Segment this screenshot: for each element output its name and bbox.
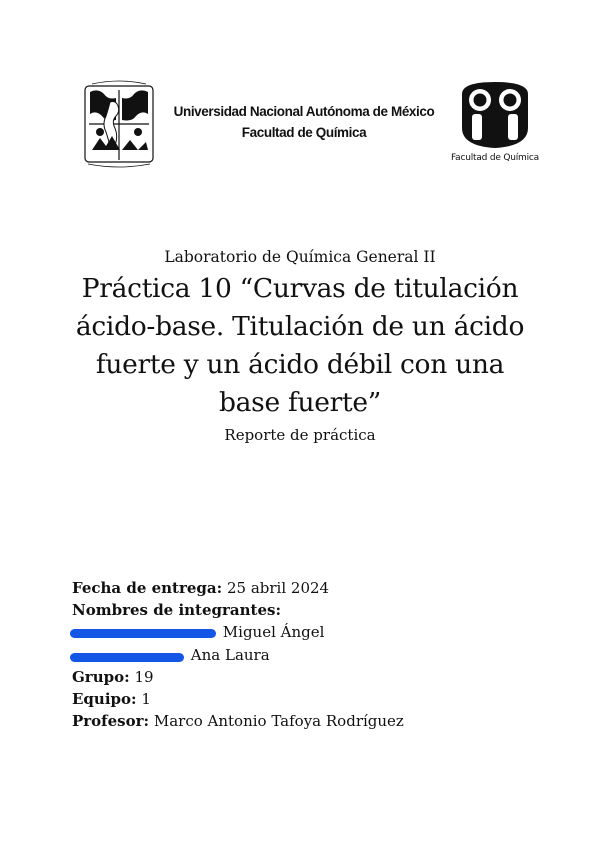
- delivery-date-value: 25 abril 2024: [226, 579, 330, 597]
- delivery-date-row: [72, 577, 532, 599]
- member-given-names: Ana Laura: [190, 645, 270, 664]
- unam-crest-icon: [80, 80, 158, 168]
- report-type: Reporte de práctica: [224, 426, 376, 444]
- members-label: Nombres de integrantes:: [72, 601, 281, 620]
- member-row: [72, 644, 532, 666]
- team-label: Equipo:: [72, 690, 137, 709]
- team-row: [72, 688, 532, 710]
- member-row: [72, 621, 532, 643]
- logo-caption: Facultad de Química: [451, 153, 539, 163]
- lab-name: Laboratorio de Química General II: [164, 248, 436, 266]
- member-given-names: Miguel Ángel: [222, 623, 325, 642]
- group-label: Grupo:: [72, 667, 130, 686]
- group-value: 19: [134, 667, 154, 686]
- members-heading: [72, 599, 532, 621]
- faculty-name: Facultad de Química: [241, 125, 367, 140]
- professor-value: Marco Antonio Tafoya Rodríguez: [153, 712, 404, 731]
- university-name: Universidad Nacional Autónoma de México: [173, 104, 435, 119]
- practice-title: Práctica 10 “Curvas de titulación ácido-base. Titulación de un ácido fuerte y un ácido débil con una base fuerte”: [75, 273, 525, 418]
- team-value: 1: [141, 690, 151, 709]
- professor-label: Profesor:: [72, 712, 150, 731]
- group-row: [72, 666, 532, 688]
- institution-heading: [166, 101, 442, 143]
- report-details: [72, 577, 532, 732]
- professor-row: [72, 710, 532, 732]
- redaction-marker: [70, 653, 184, 662]
- redaction-marker: [70, 629, 216, 638]
- delivery-date-label: Fecha de entrega:: [72, 579, 223, 597]
